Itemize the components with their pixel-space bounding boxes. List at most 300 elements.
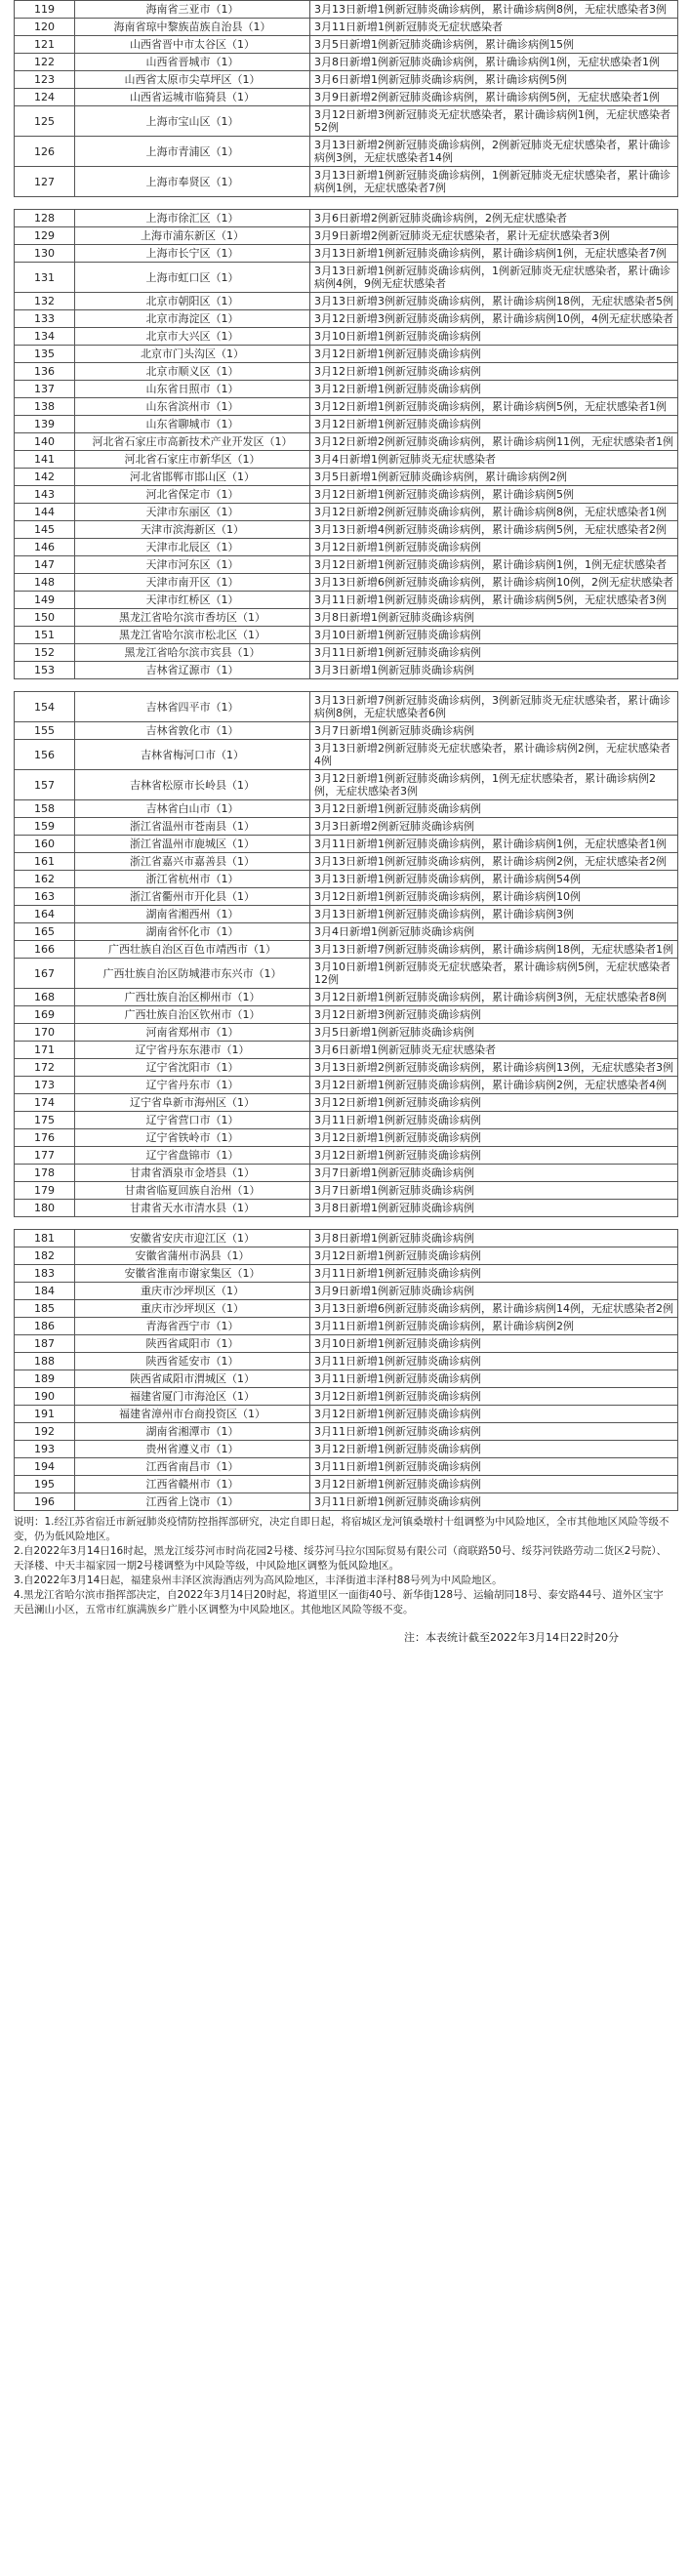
region-name: 北京市海淀区（1） [75, 310, 310, 328]
table-row [15, 592, 678, 609]
row-number: 169 [15, 1006, 75, 1024]
region-name: 安徽省蒲州市涡县（1） [75, 1247, 310, 1265]
region-name: 江西省赣州市（1） [75, 1476, 310, 1493]
row-number: 119 [15, 1, 75, 19]
region-name: 江西省南昌市（1） [75, 1458, 310, 1476]
region-name: 吉林省白山市（1） [75, 800, 310, 818]
case-description: 3月12日新增1例新冠肺炎确诊病例 [310, 1247, 678, 1265]
case-description: 3月12日新增1例新冠肺炎确诊病例，累计确诊病例10例 [310, 888, 678, 906]
row-number: 176 [15, 1129, 75, 1147]
region-name: 北京市大兴区（1） [75, 328, 310, 346]
region-name: 吉林省敦化市（1） [75, 722, 310, 740]
table-row [15, 1406, 678, 1423]
row-number: 130 [15, 245, 75, 263]
row-number: 134 [15, 328, 75, 346]
region-name: 山东省聊城市（1） [75, 416, 310, 433]
case-description: 3月5日新增1例新冠肺炎确诊病例 [310, 1024, 678, 1042]
row-number: 165 [15, 923, 75, 941]
case-description: 3月12日新增1例新冠肺炎确诊病例，累计确诊病例5例 [310, 486, 678, 504]
region-name: 辽宁省阜新市海州区（1） [75, 1094, 310, 1112]
case-description: 3月11日新增1例新冠肺炎确诊病例 [310, 644, 678, 662]
row-number: 150 [15, 609, 75, 627]
case-description: 3月9日新增2例新冠肺炎确诊病例，累计确诊病例5例，无症状感染者1例 [310, 89, 678, 106]
row-number: 145 [15, 521, 75, 539]
row-number: 174 [15, 1094, 75, 1112]
case-description: 3月12日新增1例新冠肺炎确诊病例，累计确诊病例3例，无症状感染者8例 [310, 989, 678, 1006]
case-description: 3月9日新增2例新冠肺炎无症状感染者，累计无症状感染者3例 [310, 227, 678, 245]
table-row [15, 1247, 678, 1265]
table-row [15, 722, 678, 740]
table-row [15, 1042, 678, 1059]
row-number: 196 [15, 1493, 75, 1511]
region-name: 河北省石家庄市新华区（1） [75, 451, 310, 469]
table-row [15, 346, 678, 363]
region-name: 江西省上饶市（1） [75, 1493, 310, 1511]
table-row [15, 1165, 678, 1182]
region-name: 广西壮族自治区防城港市东兴市（1） [75, 959, 310, 989]
table-gap [14, 679, 677, 691]
row-number: 149 [15, 592, 75, 609]
table-row [15, 1147, 678, 1165]
row-number: 137 [15, 381, 75, 398]
row-number: 125 [15, 106, 75, 137]
row-number: 175 [15, 1112, 75, 1129]
table-row [15, 1335, 678, 1353]
row-number: 139 [15, 416, 75, 433]
table-row [15, 227, 678, 245]
row-number: 183 [15, 1265, 75, 1283]
row-number: 128 [15, 210, 75, 227]
table-row [15, 398, 678, 416]
row-number: 166 [15, 941, 75, 959]
region-name: 上海市青浦区（1） [75, 137, 310, 167]
row-number: 135 [15, 346, 75, 363]
region-name: 吉林省辽源市（1） [75, 662, 310, 679]
region-name: 浙江省温州市鹿城区（1） [75, 836, 310, 853]
row-number: 140 [15, 433, 75, 451]
table-row [15, 888, 678, 906]
table-row [15, 469, 678, 486]
table-row [15, 54, 678, 71]
case-description: 3月13日新增2例新冠肺炎确诊病例，累计确诊病例13例，无症状感染者3例 [310, 1059, 678, 1077]
row-number: 141 [15, 451, 75, 469]
table-gap [14, 197, 677, 209]
case-description: 3月13日新增2例新冠肺炎确诊病例，2例新冠肺炎无症状感染者，累计确诊病例3例，无症状感染者14例 [310, 137, 678, 167]
row-number: 126 [15, 137, 75, 167]
table-row [15, 1077, 678, 1094]
region-name: 山西省晋中市太谷区（1） [75, 36, 310, 54]
case-description: 3月12日新增1例新冠肺炎确诊病例，累计确诊病例2例，无症状感染者4例 [310, 1077, 678, 1094]
risk-table [14, 691, 678, 1217]
region-name: 安徽省安庆市迎江区（1） [75, 1230, 310, 1247]
table-row [15, 1283, 678, 1300]
region-name: 重庆市沙坪坝区（1） [75, 1300, 310, 1318]
region-name: 辽宁省铁岭市（1） [75, 1129, 310, 1147]
table-row [15, 137, 678, 167]
region-name: 海南省三亚市（1） [75, 1, 310, 19]
note-2: 2.自2022年3月14日16时起，黑龙江绥芬河市时尚花园2号楼、绥芬河马拉尔国际贸易有限公司（商联路50号、绥芬河铁路劳动二货区2号院）、天泽楼、中天丰福家园一期2号楼调整为中风险等级，中风险地区调整为低风险地区。 [14, 1545, 668, 1572]
row-number: 157 [15, 770, 75, 800]
table-row [15, 1006, 678, 1024]
case-description: 3月9日新增1例新冠肺炎确诊病例 [310, 1283, 678, 1300]
table-row [15, 692, 678, 722]
case-description: 3月5日新增1例新冠肺炎确诊病例，累计确诊病例2例 [310, 469, 678, 486]
region-name: 北京市朝阳区（1） [75, 293, 310, 310]
case-description: 3月12日新增2例新冠肺炎确诊病例，累计确诊病例11例，无症状感染者1例 [310, 433, 678, 451]
table-row [15, 1353, 678, 1370]
region-name: 天津市红桥区（1） [75, 592, 310, 609]
region-name: 湖南省湘西州（1） [75, 906, 310, 923]
case-description: 3月8日新增1例新冠肺炎确诊病例 [310, 609, 678, 627]
row-number: 190 [15, 1388, 75, 1406]
region-name: 上海市长宁区（1） [75, 245, 310, 263]
case-description: 3月13日新增2例新冠肺炎无症状感染者，累计确诊病例2例，无症状感染者4例 [310, 740, 678, 770]
row-number: 163 [15, 888, 75, 906]
region-name: 河北省石家庄市高新技术产业开发区（1） [75, 433, 310, 451]
case-description: 3月13日新增7例新冠肺炎确诊病例，3例新冠肺炎无症状感染者，累计确诊病例8例，无症状感染者6例 [310, 692, 678, 722]
row-number: 188 [15, 1353, 75, 1370]
region-name: 浙江省衢州市开化县（1） [75, 888, 310, 906]
row-number: 192 [15, 1423, 75, 1441]
row-number: 146 [15, 539, 75, 556]
row-number: 148 [15, 574, 75, 592]
region-name: 贵州省遵义市（1） [75, 1441, 310, 1458]
table-row [15, 959, 678, 989]
row-number: 131 [15, 263, 75, 293]
row-number: 168 [15, 989, 75, 1006]
case-description: 3月11日新增1例新冠肺炎确诊病例，累计确诊病例2例 [310, 1318, 678, 1335]
case-description: 3月12日新增2例新冠肺炎确诊病例，累计确诊病例8例，无症状感染者1例 [310, 504, 678, 521]
case-description: 3月12日新增1例新冠肺炎确诊病例 [310, 363, 678, 381]
table-row [15, 451, 678, 469]
row-number: 186 [15, 1318, 75, 1335]
table-row [15, 210, 678, 227]
row-number: 151 [15, 627, 75, 644]
case-description: 3月12日新增1例新冠肺炎确诊病例 [310, 381, 678, 398]
table-row [15, 539, 678, 556]
row-number: 152 [15, 644, 75, 662]
table-row [15, 609, 678, 627]
table-row [15, 740, 678, 770]
region-name: 浙江省温州市苍南县（1） [75, 818, 310, 836]
region-name: 天津市东丽区（1） [75, 504, 310, 521]
table-row [15, 1024, 678, 1042]
region-name: 山东省滨州市（1） [75, 398, 310, 416]
region-name: 陕西省咸阳市（1） [75, 1335, 310, 1353]
case-description: 3月11日新增1例新冠肺炎确诊病例 [310, 1370, 678, 1388]
row-number: 167 [15, 959, 75, 989]
region-name: 辽宁省沈阳市（1） [75, 1059, 310, 1077]
row-number: 195 [15, 1476, 75, 1493]
row-number: 182 [15, 1247, 75, 1265]
case-description: 3月12日新增1例新冠肺炎确诊病例，累计确诊病例5例，无症状感染者1例 [310, 398, 678, 416]
region-name: 河北省邯郸市邯山区（1） [75, 469, 310, 486]
region-name: 青海省西宁市（1） [75, 1318, 310, 1335]
table-row [15, 1129, 678, 1147]
case-description: 3月12日新增1例新冠肺炎确诊病例，累计确诊病例1例，1例无症状感染者 [310, 556, 678, 574]
case-description: 3月12日新增1例新冠肺炎确诊病例 [310, 1388, 678, 1406]
region-name: 黑龙江省哈尔滨市香坊区（1） [75, 609, 310, 627]
table-row [15, 1476, 678, 1493]
case-description: 3月12日新增1例新冠肺炎确诊病例 [310, 1094, 678, 1112]
table-row [15, 1493, 678, 1511]
table-row [15, 486, 678, 504]
region-name: 安徽省淮南市谢家集区（1） [75, 1265, 310, 1283]
region-name: 湖南省湘潭市（1） [75, 1423, 310, 1441]
region-name: 北京市顺义区（1） [75, 363, 310, 381]
case-description: 3月10日新增1例新冠肺炎确诊病例 [310, 328, 678, 346]
table-gap [14, 1217, 677, 1229]
notes-section [14, 1515, 677, 1617]
risk-area-sheet [14, 0, 677, 1645]
row-number: 162 [15, 871, 75, 888]
case-description: 3月10日新增1例新冠肺炎无症状感染者，累计确诊病例5例，无症状感染者12例 [310, 959, 678, 989]
table-row [15, 1441, 678, 1458]
table-row [15, 416, 678, 433]
row-number: 147 [15, 556, 75, 574]
case-description: 3月11日新增1例新冠肺炎确诊病例 [310, 1493, 678, 1511]
case-description: 3月13日新增6例新冠肺炎确诊病例，累计确诊病例10例，2例无症状感染者 [310, 574, 678, 592]
table-row [15, 818, 678, 836]
row-number: 178 [15, 1165, 75, 1182]
case-description: 3月6日新增2例新冠肺炎确诊病例，2例无症状感染者 [310, 210, 678, 227]
table-row [15, 106, 678, 137]
table-row [15, 363, 678, 381]
region-name: 湖南省怀化市（1） [75, 923, 310, 941]
case-description: 3月12日新增1例新冠肺炎确诊病例 [310, 346, 678, 363]
row-number: 193 [15, 1441, 75, 1458]
region-name: 浙江省嘉兴市嘉善县（1） [75, 853, 310, 871]
row-number: 143 [15, 486, 75, 504]
case-description: 3月11日新增1例新冠肺炎确诊病例 [310, 1112, 678, 1129]
case-description: 3月6日新增1例新冠肺炎无症状感染者 [310, 1042, 678, 1059]
case-description: 3月3日新增2例新冠肺炎确诊病例 [310, 818, 678, 836]
case-description: 3月13日新增7例新冠肺炎确诊病例，累计确诊病例18例，无症状感染者1例 [310, 941, 678, 959]
row-number: 155 [15, 722, 75, 740]
table-row [15, 1370, 678, 1388]
case-description: 3月11日新增1例新冠肺炎无症状感染者 [310, 19, 678, 36]
table-row [15, 36, 678, 54]
case-description: 3月11日新增1例新冠肺炎确诊病例 [310, 1423, 678, 1441]
case-description: 3月3日新增1例新冠肺炎确诊病例 [310, 662, 678, 679]
row-number: 144 [15, 504, 75, 521]
region-name: 黑龙江省哈尔滨市松北区（1） [75, 627, 310, 644]
table-row [15, 1458, 678, 1476]
row-number: 164 [15, 906, 75, 923]
row-number: 153 [15, 662, 75, 679]
region-name: 吉林省梅河口市（1） [75, 740, 310, 770]
row-number: 120 [15, 19, 75, 36]
table-row [15, 1423, 678, 1441]
case-description: 3月13日新增3例新冠肺炎确诊病例，累计确诊病例18例，无症状感染者5例 [310, 293, 678, 310]
table-row [15, 871, 678, 888]
row-number: 138 [15, 398, 75, 416]
table-row [15, 770, 678, 800]
region-name: 上海市徐汇区（1） [75, 210, 310, 227]
table-row [15, 1, 678, 19]
region-name: 山西省太原市尖草坪区（1） [75, 71, 310, 89]
case-description: 3月12日新增1例新冠肺炎确诊病例 [310, 1406, 678, 1423]
region-name: 浙江省杭州市（1） [75, 871, 310, 888]
row-number: 187 [15, 1335, 75, 1353]
table-row [15, 1059, 678, 1077]
table-row [15, 71, 678, 89]
note-3: 3.自2022年3月14日起，福建泉州丰泽区滨海酒店列为高风险地区，丰泽街道丰泽村88号列为中风险地区。 [14, 1574, 503, 1586]
row-number: 177 [15, 1147, 75, 1165]
row-number: 132 [15, 293, 75, 310]
row-number: 156 [15, 740, 75, 770]
table-row [15, 1182, 678, 1200]
case-description: 3月13日新增4例新冠肺炎确诊病例，累计确诊病例5例，无症状感染者2例 [310, 521, 678, 539]
region-name: 广西壮族自治区钦州市（1） [75, 1006, 310, 1024]
case-description: 3月7日新增1例新冠肺炎确诊病例 [310, 1182, 678, 1200]
table-row [15, 1094, 678, 1112]
row-number: 127 [15, 167, 75, 197]
table-row [15, 627, 678, 644]
region-name: 甘肃省天水市清水县（1） [75, 1200, 310, 1217]
row-number: 160 [15, 836, 75, 853]
case-description: 3月4日新增1例新冠肺炎无症状感染者 [310, 451, 678, 469]
case-description: 3月10日新增1例新冠肺炎确诊病例 [310, 627, 678, 644]
table-row [15, 662, 678, 679]
region-name: 海南省琼中黎族苗族自治县（1） [75, 19, 310, 36]
case-description: 3月12日新增1例新冠肺炎确诊病例 [310, 1441, 678, 1458]
row-number: 179 [15, 1182, 75, 1200]
case-description: 3月11日新增1例新冠肺炎确诊病例 [310, 1353, 678, 1370]
case-description: 3月7日新增1例新冠肺炎确诊病例 [310, 1165, 678, 1182]
case-description: 3月13日新增1例新冠肺炎确诊病例，累计确诊病例2例，无症状感染者2例 [310, 853, 678, 871]
table-row [15, 574, 678, 592]
region-name: 辽宁省营口市（1） [75, 1112, 310, 1129]
row-number: 122 [15, 54, 75, 71]
region-name: 辽宁省丹东东港市（1） [75, 1042, 310, 1059]
case-description: 3月8日新增1例新冠肺炎确诊病例 [310, 1230, 678, 1247]
case-description: 3月10日新增1例新冠肺炎确诊病例 [310, 1335, 678, 1353]
row-number: 172 [15, 1059, 75, 1077]
region-name: 重庆市沙坪坝区（1） [75, 1283, 310, 1300]
region-name: 山西省运城市临猗县（1） [75, 89, 310, 106]
case-description: 3月13日新增1例新冠肺炎确诊病例，累计确诊病例3例 [310, 906, 678, 923]
footer-note: 注：本表统计截至2022年3月14日22时20分 [404, 1631, 619, 1644]
region-name: 山西省晋城市（1） [75, 54, 310, 71]
case-description: 3月12日新增1例新冠肺炎确诊病例 [310, 416, 678, 433]
case-description: 3月13日新增1例新冠肺炎确诊病例，累计确诊病例1例，无症状感染者7例 [310, 245, 678, 263]
row-number: 194 [15, 1458, 75, 1476]
table-row [15, 310, 678, 328]
table-row [15, 1230, 678, 1247]
table-row [15, 989, 678, 1006]
table-row [15, 906, 678, 923]
table-row [15, 800, 678, 818]
row-number: 133 [15, 310, 75, 328]
region-name: 上海市奉贤区（1） [75, 167, 310, 197]
region-name: 福建省厦门市海沧区（1） [75, 1388, 310, 1406]
table-row [15, 1388, 678, 1406]
table-row [15, 1265, 678, 1283]
table-row [15, 293, 678, 310]
case-description: 3月13日新增1例新冠肺炎确诊病例，累计确诊病例54例 [310, 871, 678, 888]
region-name: 上海市虹口区（1） [75, 263, 310, 293]
case-description: 3月4日新增1例新冠肺炎确诊病例 [310, 923, 678, 941]
table-row [15, 1200, 678, 1217]
table-row [15, 941, 678, 959]
table-row [15, 853, 678, 871]
case-description: 3月5日新增1例新冠肺炎确诊病例，累计确诊病例15例 [310, 36, 678, 54]
case-description: 3月12日新增3例新冠肺炎确诊病例 [310, 1006, 678, 1024]
row-number: 170 [15, 1024, 75, 1042]
case-description: 3月6日新增1例新冠肺炎确诊病例，累计确诊病例5例 [310, 71, 678, 89]
region-name: 天津市河东区（1） [75, 556, 310, 574]
table-row [15, 89, 678, 106]
table-row [15, 263, 678, 293]
case-description: 3月11日新增1例新冠肺炎确诊病例，累计确诊病例5例，无症状感染者3例 [310, 592, 678, 609]
table-row [15, 644, 678, 662]
case-description: 3月13日新增1例新冠肺炎确诊病例，1例新冠肺炎无症状感染者，累计确诊病例1例，无症状感染者7例 [310, 167, 678, 197]
note-1: 说明：1.经江苏省宿迁市新冠肺炎疫情防控指挥部研究，决定自即日起，将宿城区龙河镇桑墩村十组调整为中风险地区，全市其他地区风险等级不变，仍为低风险地区。 [14, 1516, 670, 1542]
row-number: 159 [15, 818, 75, 836]
case-description: 3月12日新增1例新冠肺炎确诊病例 [310, 1129, 678, 1147]
row-number: 142 [15, 469, 75, 486]
table-row [15, 1112, 678, 1129]
row-number: 161 [15, 853, 75, 871]
table-row [15, 433, 678, 451]
region-name: 山东省日照市（1） [75, 381, 310, 398]
row-number: 189 [15, 1370, 75, 1388]
region-name: 北京市门头沟区（1） [75, 346, 310, 363]
region-name: 上海市宝山区（1） [75, 106, 310, 137]
case-description: 3月8日新增1例新冠肺炎确诊病例，累计确诊病例1例，无症状感染者1例 [310, 54, 678, 71]
region-name: 甘肃省临夏回族自治州（1） [75, 1182, 310, 1200]
case-description: 3月12日新增1例新冠肺炎确诊病例 [310, 1476, 678, 1493]
row-number: 185 [15, 1300, 75, 1318]
table-row [15, 836, 678, 853]
case-description: 3月8日新增1例新冠肺炎确诊病例 [310, 1200, 678, 1217]
table-row [15, 923, 678, 941]
row-number: 121 [15, 36, 75, 54]
case-description: 3月12日新增1例新冠肺炎确诊病例，1例无症状感染者，累计确诊病例2例，无症状感染者3例 [310, 770, 678, 800]
row-number: 180 [15, 1200, 75, 1217]
row-number: 123 [15, 71, 75, 89]
case-description: 3月13日新增1例新冠肺炎确诊病例，1例新冠肺炎无症状感染者，累计确诊病例4例，9例无症状感染者 [310, 263, 678, 293]
row-number: 191 [15, 1406, 75, 1423]
region-name: 甘肃省酒泉市金塔县（1） [75, 1165, 310, 1182]
region-name: 广西壮族自治区柳州市（1） [75, 989, 310, 1006]
region-name: 吉林省松原市长岭县（1） [75, 770, 310, 800]
risk-table [14, 0, 678, 197]
row-number: 158 [15, 800, 75, 818]
region-name: 河南省郑州市（1） [75, 1024, 310, 1042]
case-description: 3月11日新增1例新冠肺炎确诊病例 [310, 1458, 678, 1476]
region-name: 辽宁省盘锦市（1） [75, 1147, 310, 1165]
case-description: 3月13日新增1例新冠肺炎确诊病例，累计确诊病例8例，无症状感染者3例 [310, 1, 678, 19]
region-name: 辽宁省丹东市（1） [75, 1077, 310, 1094]
tables-container [14, 0, 677, 1511]
region-name: 天津市南开区（1） [75, 574, 310, 592]
region-name: 天津市北辰区（1） [75, 539, 310, 556]
case-description: 3月11日新增1例新冠肺炎确诊病例 [310, 1265, 678, 1283]
region-name: 上海市浦东新区（1） [75, 227, 310, 245]
case-description: 3月12日新增3例新冠肺炎确诊病例，累计确诊病例10例，4例无症状感染者 [310, 310, 678, 328]
row-number: 124 [15, 89, 75, 106]
case-description: 3月7日新增1例新冠肺炎确诊病例 [310, 722, 678, 740]
table-row [15, 1318, 678, 1335]
region-name: 河北省保定市（1） [75, 486, 310, 504]
row-number: 129 [15, 227, 75, 245]
case-description: 3月12日新增1例新冠肺炎确诊病例 [310, 539, 678, 556]
table-row [15, 504, 678, 521]
table-row [15, 19, 678, 36]
region-name: 福建省漳州市台商投资区（1） [75, 1406, 310, 1423]
